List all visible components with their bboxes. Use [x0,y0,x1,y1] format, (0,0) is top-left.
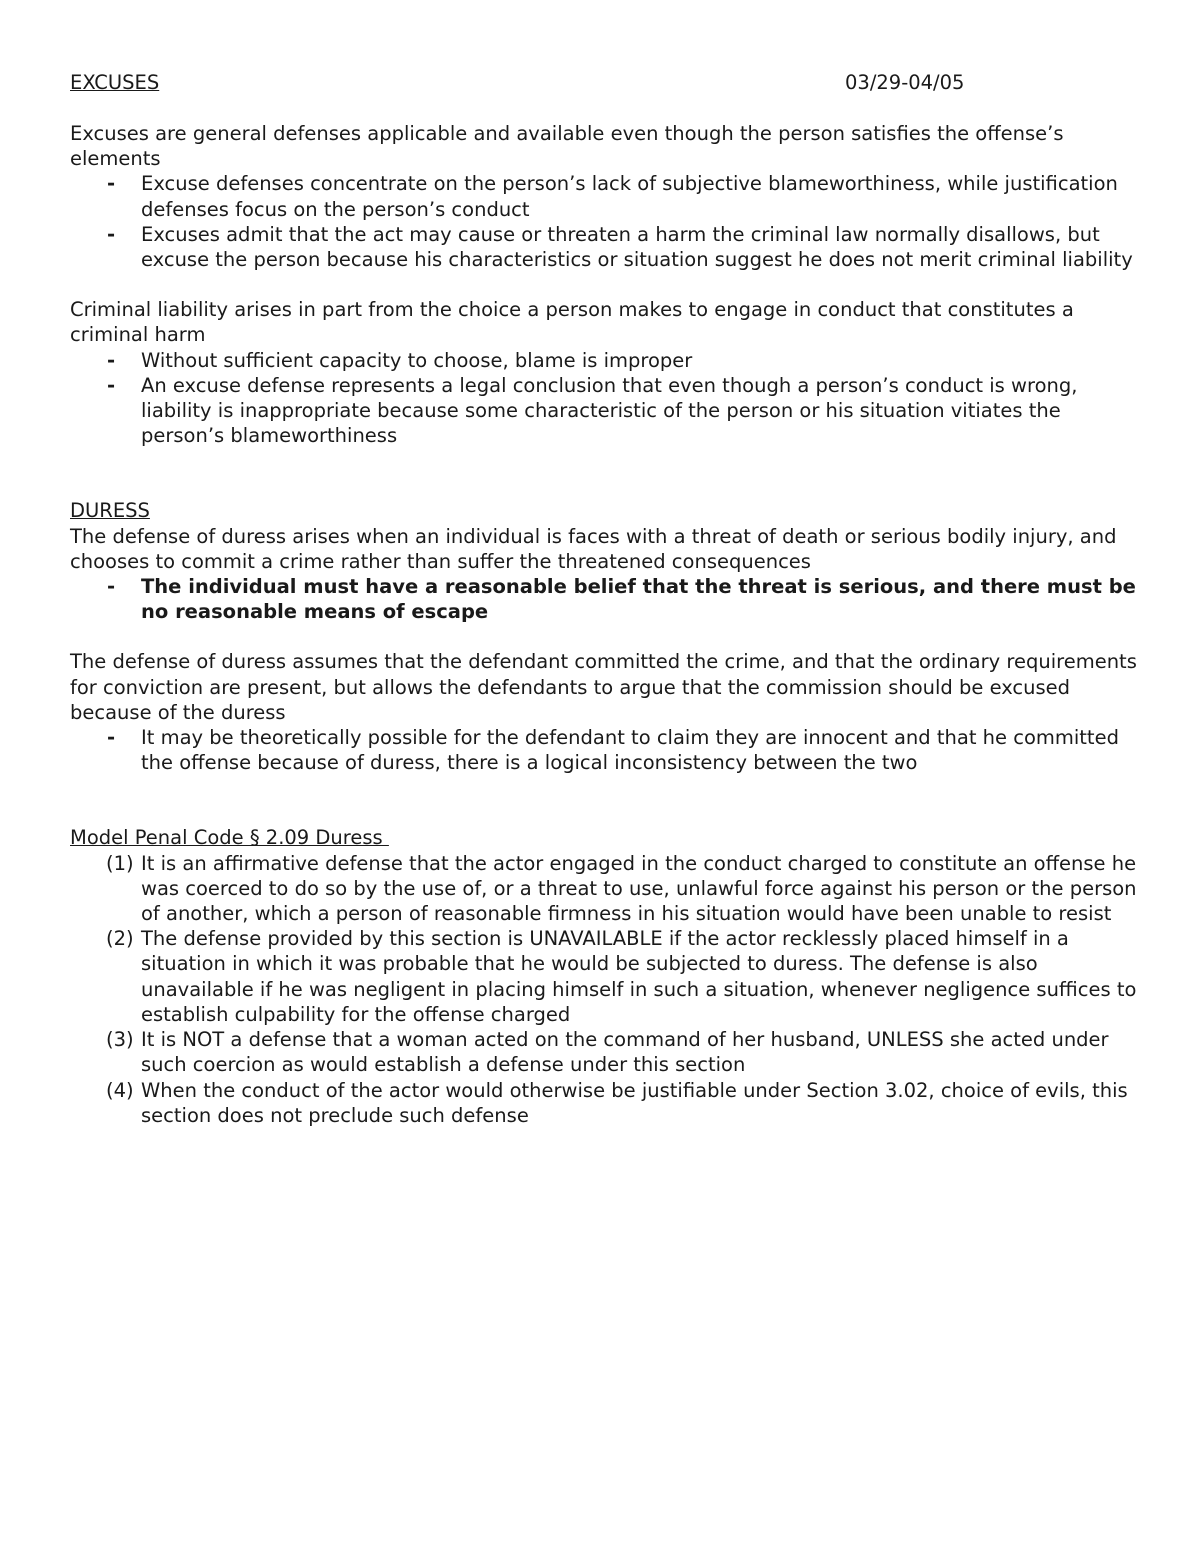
date-range: 03/29-04/05 [845,71,965,94]
excuses-section [70,121,1140,448]
spacer [70,448,1140,498]
list-item-number: (3) [106,1028,134,1052]
duress-intro: The defense of duress arises when an individual is faces with a threat of death or serious bodily injury, and chooses to commit a crime rather than suffer the threatened consequences [70,524,1117,573]
list-item-number: (4) [106,1078,134,1102]
list-item-bold: - The individual must have a reasonable belief that the threat is serious, and there must be no reasonable means of escape [70,574,1140,624]
list-item: - An excuse defense represents a legal conclusion that even though a person’s conduct is wrong, liability is inappropriate because some characteristic of the person or his situation vitiates the person’s blameworthiness [70,373,1140,449]
duress-section [70,498,1140,775]
spacer [70,96,1140,121]
mpc-section [70,825,1140,1127]
list-item [70,1027,1140,1077]
list-item-text: It is NOT a defense that a woman acted on the command of her husband, UNLESS she acted under such coercion as would establish a defense under this section [141,1028,1109,1077]
mpc-numbered-list [70,851,1140,1128]
document-header [70,70,1140,96]
criminal-liability-bullet-list [70,348,1140,449]
list-item: - It may be theoretically possible for the defendant to claim they are innocent and that he committed the offense because of duress, there is a logical inconsistency between the two [70,725,1140,775]
spacer [70,272,1140,297]
list-item-number: (1) [106,851,134,875]
criminal-liability-paragraph: Criminal liability arises in part from the choice a person makes to engage in conduct that constitutes a criminal harm [70,298,1074,347]
list-item: - Without sufficient capacity to choose, blame is improper [70,348,1140,373]
list-item [70,851,1140,927]
excuses-bullet-list [70,171,1140,272]
page-title: EXCUSES [70,71,160,94]
duress-assumption-paragraph: The defense of duress assumes that the defendant committed the crime, and that the ordinary requirements for conviction are present, but allows the defendants to argue that the commission should be excused because of the duress [70,650,1137,724]
duress-assumption-bullet-list [70,725,1140,775]
mpc-heading: Model Penal Code § 2.09 Duress [70,826,389,850]
list-item: - Excuse defenses concentrate on the person’s lack of subjective blameworthiness, while justification defenses focus on the person’s conduct [70,171,1140,221]
document-page [70,70,1140,1128]
list-item-text: It is an affirmative defense that the actor engaged in the conduct charged to constitute an offense he was coerced to do so by the use of, or a threat to use, unlawful force against his person or the person of another, which a person of reasonable firmness in his situation would have been unable to resist [141,851,1137,926]
list-item-text: When the conduct of the actor would otherwise be justifiable under Section 3.02, choice of evils, this section does not preclude such defense [141,1078,1128,1127]
excuses-intro: Excuses are general defenses applicable and available even though the person satisfies the offense’s elements [70,122,1064,171]
list-item: - Excuses admit that the act may cause or threaten a harm the criminal law normally disallows, but excuse the person because his characteristics or situation suggest he does not merit criminal liability [70,222,1140,272]
list-item-number: (2) [106,927,134,951]
list-item [70,1078,1140,1128]
list-item [70,926,1140,1027]
duress-heading: DURESS [70,499,150,523]
duress-bullet-list [70,574,1140,624]
spacer [70,624,1140,649]
spacer [70,775,1140,825]
list-item-text: The defense provided by this section is UNAVAILABLE if the actor recklessly placed himself in a situation in which it was probable that he would be subjected to duress. The defense is also unavailable if he was negligent in placing himself in such a situation, whenever negligence suffices to establish culpability for the offense charged [141,927,1137,1026]
